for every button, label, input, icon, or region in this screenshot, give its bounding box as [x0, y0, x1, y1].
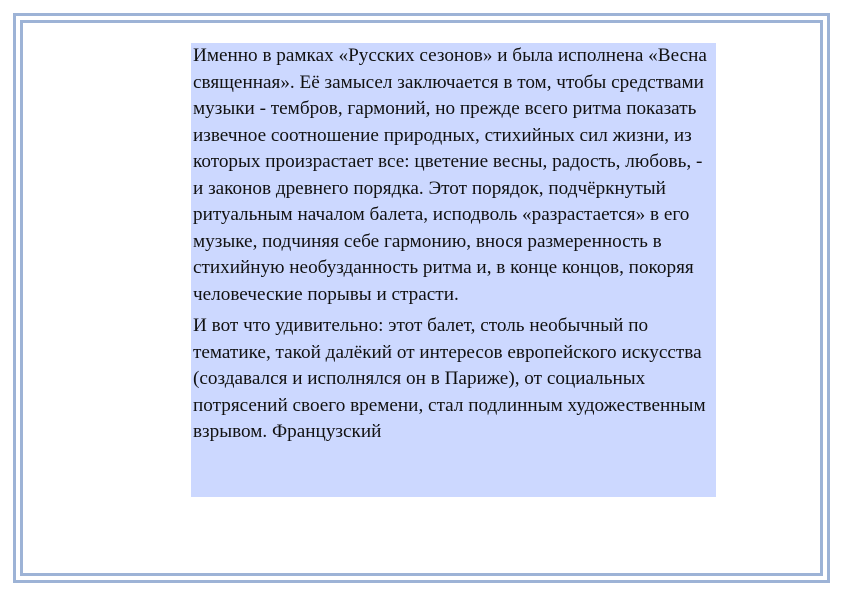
paragraph-2: И вот что удивительно: этот балет, столь необычный по тематике, такой далёкий от интересов европейского искусства (создавался и исполнялся он в Париже), от социальных потрясений своего времени, стал подлинным художественным взрывом. Французский	[193, 315, 706, 442]
paragraph-1: Именно в рамках «Русских сезонов» и была исполнена «Весна священная». Её замысел заключается в том, чтобы средствами музыки - тембров, гармоний, но прежде всего ритма показать извечное соотношение природных, стихийных сил жизни, из которых произрастает все: цветение весны, радость, любовь, - и законов древнего порядка. Этот порядок, подчёркнутый ритуальным началом балета, исподволь «разрастается» в его музыке, подчиняя себе гармонию, внося размеренность в стихийную необузданность ритма и, в конце концов, покоряя человеческие порывы и страсти.	[193, 45, 707, 305]
text-block	[191, 43, 716, 497]
